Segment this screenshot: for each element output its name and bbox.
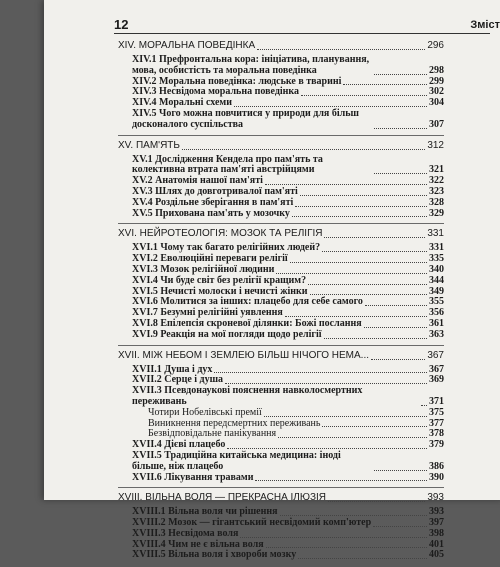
section-page: 393 — [427, 492, 444, 504]
entry-page: 335 — [429, 253, 444, 265]
leader-dots — [374, 74, 427, 75]
toc-entry — [118, 451, 444, 473]
header-rule — [114, 33, 490, 34]
entry-page: 375 — [429, 406, 444, 418]
leader-dots — [308, 284, 427, 285]
leader-dots — [257, 49, 425, 50]
toc-entry — [118, 507, 444, 518]
entry-page: 321 — [429, 164, 444, 176]
page-number: 12 — [114, 17, 129, 32]
section-title-row — [118, 38, 444, 55]
entry-title: XVI.7 Безумні релігійні уявлення — [132, 307, 283, 319]
entry-title: XV.4 Роздільне зберігання в пам'яті — [132, 196, 294, 208]
entry-page: 323 — [429, 185, 444, 197]
toc-entry — [118, 155, 444, 177]
entry-page: 356 — [429, 307, 444, 319]
entry-title: XVII.6 Лікування травами — [132, 471, 254, 483]
leader-dots — [328, 501, 425, 502]
toc-section — [118, 490, 444, 565]
leader-dots — [374, 173, 427, 174]
entry-title: XVIII.2 Мозок — гігантський несвідомий комп'ютер — [132, 517, 372, 529]
toc-entry — [118, 550, 444, 561]
toc-entry — [118, 276, 444, 287]
leader-dots — [182, 149, 425, 150]
leader-dots — [240, 537, 427, 538]
leader-dots — [265, 184, 427, 185]
entry-page: 355 — [429, 296, 444, 308]
entry-title: XIV.5 Чого можна повчитися у природи для більш досконалого суспільства — [132, 107, 362, 130]
entry-page: 340 — [429, 263, 444, 275]
page-header — [44, 17, 500, 33]
leader-dots — [292, 216, 427, 217]
toc-entry — [118, 209, 444, 220]
entry-title: XVII.2 Серце і душа — [132, 374, 224, 386]
entry-page: 386 — [429, 460, 444, 472]
leader-dots — [290, 262, 427, 263]
entry-title: XVI.2 Еволюційні переваги релігії — [132, 253, 288, 265]
entry-title: XVII.3 Псевдонаукові пояснення навколосмертних переживань — [132, 385, 365, 407]
entry-title: XV.1 Дослідження Кендела про пам'ять та колективна втрата пам'яті австрійцями — [132, 153, 326, 176]
entry-title: XVI.4 Чи буде світ без релігії кращим? — [132, 274, 307, 286]
leader-dots — [225, 383, 427, 384]
entry-page: 363 — [429, 328, 444, 340]
section-title: XVII. МІЖ НЕБОМ І ЗЕМЛЕЮ БІЛЬШ НІЧОГО НЕМА... — [118, 349, 370, 361]
entry-title: XVII.1 Душа і дух — [132, 363, 213, 375]
leader-dots — [374, 470, 427, 471]
section-title: XVIII. ВІЛЬНА ВОЛЯ — ПРЕКРАСНА ІЛЮЗІЯ — [118, 492, 326, 504]
section-title: XIV. МОРАЛЬНА ПОВЕДІНКА — [118, 40, 256, 51]
leader-dots — [280, 515, 427, 516]
leader-dots — [276, 273, 427, 274]
entry-title: XVI.3 Мозок релігійної людини — [132, 263, 275, 275]
section-page: 296 — [427, 40, 444, 51]
toc-entry — [118, 540, 444, 551]
entry-title: XIV.1 Префронтальна кора: ініціатива, планування, мова, особистість та моральна поведінка — [132, 54, 372, 76]
leader-dots — [278, 437, 427, 438]
leader-dots — [322, 251, 427, 252]
leader-dots — [266, 547, 427, 548]
section-title-row — [118, 138, 444, 155]
entry-page: 401 — [429, 538, 444, 550]
entry-page: 322 — [429, 175, 444, 187]
book-page — [44, 0, 500, 561]
leader-dots — [255, 480, 427, 481]
leader-dots — [324, 338, 427, 339]
leader-dots — [324, 237, 425, 238]
entry-title: XIV.3 Несвідома моральна поведінка — [132, 86, 300, 98]
entry-title: XVII.4 Дієві плацебо — [132, 439, 226, 451]
leader-dots — [300, 195, 427, 196]
entry-title: XVI.9 Реакція на мої погляди щодо релігії — [132, 328, 322, 340]
entry-title: XVII.5 Традиційна китайська медицина: іноді більше, ніж плацебо — [132, 449, 344, 472]
running-head: Зміст — [470, 19, 500, 31]
entry-title: XVIII.3 Несвідома воля — [132, 527, 239, 539]
leader-dots — [374, 128, 427, 129]
leader-dots — [298, 558, 427, 559]
leader-dots — [214, 372, 427, 373]
section-title-row — [118, 226, 444, 243]
entry-page: 302 — [429, 86, 444, 98]
entry-page: 371 — [429, 395, 444, 407]
leader-dots — [234, 106, 427, 107]
toc-section — [118, 348, 444, 489]
leader-dots — [227, 448, 427, 449]
entry-page: 398 — [429, 527, 444, 539]
toc-entry — [118, 408, 444, 419]
entry-page: 378 — [429, 428, 444, 440]
leader-dots — [301, 95, 427, 96]
entry-title: Безвідповідальне панікування — [148, 428, 277, 440]
section-title: XV. ПАМ'ЯТЬ — [118, 139, 180, 151]
leader-dots — [343, 84, 427, 85]
entry-page: 377 — [429, 417, 444, 429]
entry-title: Виникнення передсмертних переживань — [148, 417, 321, 429]
leader-dots — [322, 426, 427, 427]
entry-title: XV.2 Анатомія нашої пам'яті — [132, 175, 263, 187]
entry-page: 328 — [429, 196, 444, 208]
section-title-row — [118, 490, 444, 507]
entry-page: 379 — [429, 439, 444, 451]
leader-dots — [373, 526, 427, 527]
leader-dots — [295, 206, 427, 207]
entry-page: 405 — [429, 549, 444, 561]
entry-page: 369 — [429, 374, 444, 386]
entry-title: XV.5 Прихована пам'ять у мозочку — [132, 207, 290, 219]
section-title-row — [118, 348, 444, 365]
entry-page: 331 — [429, 242, 444, 254]
toc-section — [118, 38, 444, 136]
toc-entry — [118, 198, 444, 209]
entry-page: 307 — [429, 118, 444, 130]
entry-title: XIV.2 Моральна поведінка: людське в тварині — [132, 75, 342, 87]
toc-entry — [118, 518, 444, 529]
leader-dots — [364, 327, 427, 328]
entry-title: Чотири Нобелівські премії — [148, 406, 262, 418]
entry-page: 304 — [429, 97, 444, 109]
entry-page: 361 — [429, 317, 444, 329]
leader-dots — [310, 294, 427, 295]
entry-page: 329 — [429, 207, 444, 219]
entry-page: 344 — [429, 274, 444, 286]
entry-page: 390 — [429, 471, 444, 483]
entry-title: XVI.1 Чому так багато релігійних людей? — [132, 242, 321, 254]
entry-page: 367 — [429, 363, 444, 375]
toc-section — [118, 138, 444, 225]
entry-title: XIV.4 Моральні схеми — [132, 97, 233, 109]
entry-page: 397 — [429, 517, 444, 529]
entry-title: XV.3 Шлях до довготривалої пам'яті — [132, 185, 298, 197]
leader-dots — [285, 316, 427, 317]
leader-dots — [365, 305, 427, 306]
table-of-contents — [118, 38, 444, 567]
section-page: 312 — [427, 139, 444, 151]
leader-dots — [371, 359, 425, 360]
toc-entry — [118, 109, 444, 131]
leader-dots — [421, 405, 427, 406]
entry-title: XVI.8 Епілепсія скроневої ділянки: Божі послання — [132, 317, 362, 329]
entry-title: XVI.5 Нечисті молоски і нечисті жінки — [132, 285, 308, 297]
section-page: 367 — [427, 349, 444, 361]
toc-entry — [118, 473, 444, 484]
entry-title: XVIII.1 Вільна воля чи рішення — [132, 506, 278, 518]
entry-page: 299 — [429, 75, 444, 87]
entry-title: XVI.6 Молитися за інших: плацебо для себе самого — [132, 296, 363, 308]
toc-entry — [118, 529, 444, 540]
entry-title: XVIII.4 Чим не є вільна воля — [132, 538, 264, 550]
toc-section — [118, 226, 444, 345]
entry-page: 393 — [429, 506, 444, 518]
entry-title: XVIII.5 Вільна воля і хвороби мозку — [132, 549, 297, 561]
leader-dots — [264, 416, 427, 417]
toc-entry — [118, 55, 444, 77]
section-title: XVI. НЕЙРОТЕОЛОГІЯ: МОЗОК ТА РЕЛІГІЯ — [118, 228, 323, 240]
entry-page: 298 — [429, 64, 444, 76]
toc-entry — [118, 330, 444, 341]
toc-entry — [118, 386, 444, 408]
entry-page: 349 — [429, 285, 444, 297]
section-page: 331 — [427, 228, 444, 240]
